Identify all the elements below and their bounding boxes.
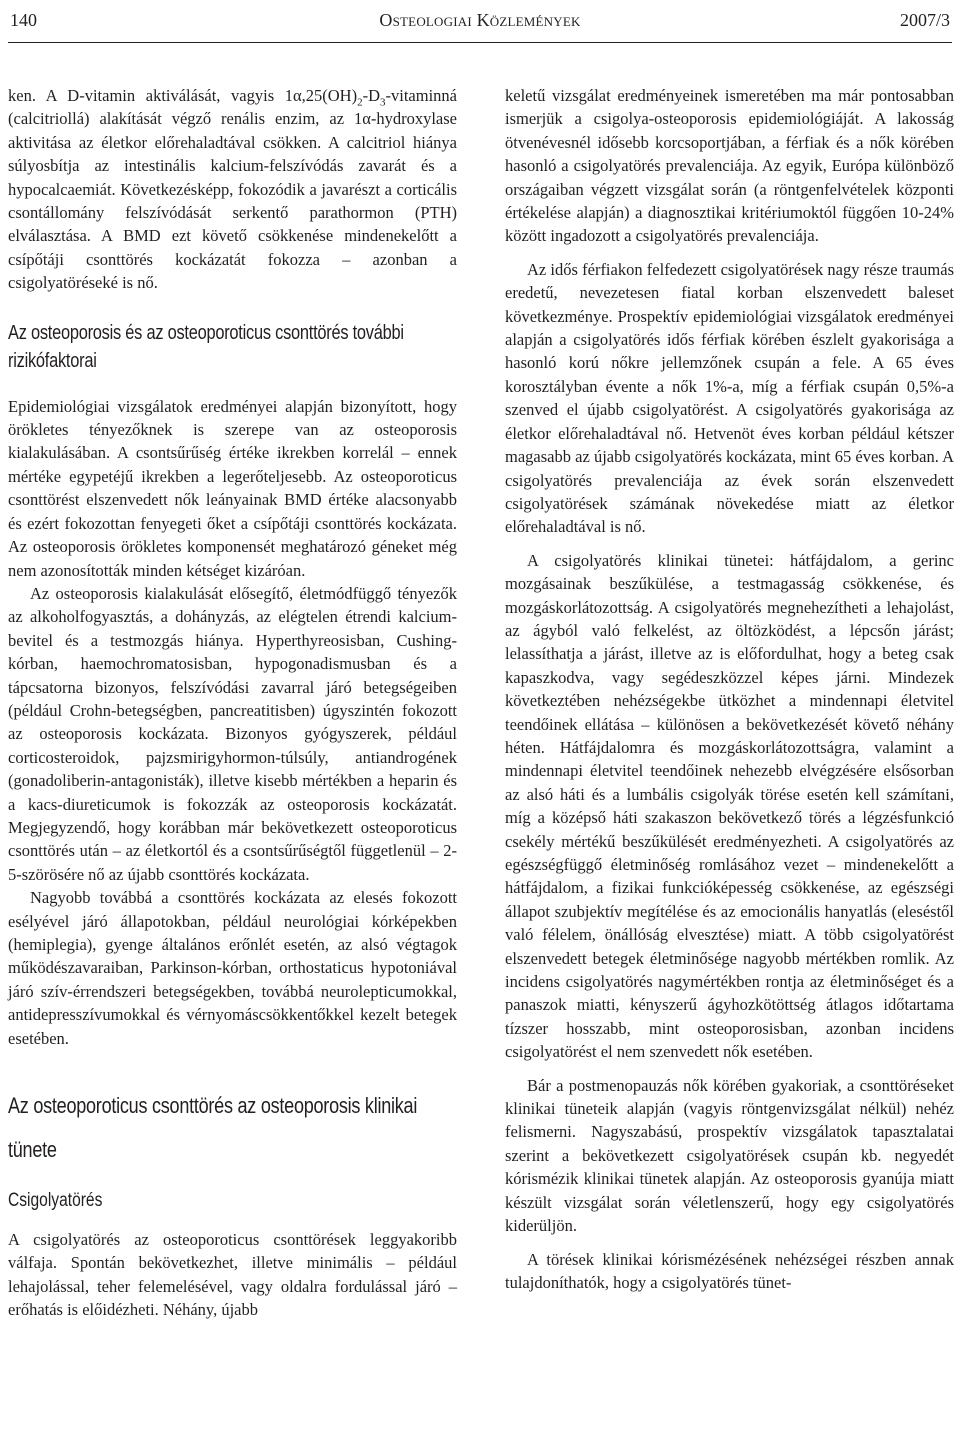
paragraph: ken. A D-vitamin aktiválását, vagyis $1\alpha,25(OH)_2-D_3$-vitaminná (calcitriollá) alakítását végző renális enzim, az 1α-hydroxylase aktivitása az életkor előrehaladtával csökken. A calcitriol hiánya súlyosbítja az intestinális kalcium-felszívódás zavarát és a hypocalcaemiát. Következésképp, fokozódik a javarészt a corticális csontállomány felszívódását serkentő parathormon (PTH) elválasztása. A BMD ezt követő csökkenése mindenekelőtt a csípőtáji csonttörés kockázatát fokozza – azonban a csigolyatöréseké is nő. — [8, 86, 457, 293]
paragraph: Epidemiológiai vizsgálatok eredményei alapján bizonyított, hogy örökletes tényezőknek is szerepe van az osteoporosis kialakulásában. A csontsűrűség értéke ikrekben korrelál – ennek mértéke egypetéjű ikrekben a legerőteljesebb. Az osteoporoticus csonttörést elszenvedett nők leányainak BMD értéke alacsonyabb és ezért fokozottan fenyegeti őket a csípőtáji csonttörés kockázata. Az osteoporosis örökletes komponensét meghatározó géneket még nem azonosították minden kétséget kizáróan. — [8, 396, 457, 580]
journal-title: Osteologiai Közlemények — [379, 10, 581, 30]
paragraph: A csigolyatörés az osteoporoticus csonttörések leggyakoribb válfaja. Spontán bekövetkezhet, illetve minimális – például lehajolással, teher felemelésével, vagy oldalra fordulással járó – erőhatás is előidézheti. Néhány, újabb — [8, 1230, 457, 1320]
paragraph: Az osteoporosis kialakulását elősegítő, életmódfüggő tényezők az alkoholfogyasztás, a dohányzás, az elégtelen étrendi kalcium-bevitel és a testmozgás hiánya. Hyperthyreosisban, Cushing-kórban, haemochromatosisban, hypogonadismusban és a tápcsatorna bizonyos, felszívódási zavarral járó betegségeiben (például Crohn-betegségben, pancreatitisben) úgyszintén fokozott az osteoporosis kockázata. Bizonyos gyógyszerek, például corticosteroidok, pajzsmirigyhormon-túlsúly, antiandrogének (gonadoliberin-antagonisták), illetve kisebb mértékben a heparin és a kacs-diureticumok is fokozzák az osteoporosis kockázatát. Megjegyzendő, hogy korábban már bekövetkezett osteoporoticus csonttörés után – az életkortól és a csontsűrűségtől függetlenül – 2-5-szörösére nő az újabb csonttörés kockázata. — [8, 583, 457, 884]
subsection-heading: Csigolyatörés — [8, 1190, 103, 1212]
right-column — [505, 84, 954, 1294]
paragraph: Az idős férfiakon felfedezett csigolyatörések nagy része traumás eredetű, nevezetesen fiatal korban elszenvedett baleset következménye. Prospektív epidemiológiai vizsgálatok eredményei alapján a csigolyatörés idős férfiak körében észlelt gyakorisága a hasonló korú nőkre jellemzőnek csupán a fele. A 65 éves korosztályban évente a nők 1%-a, míg a férfiak csupán 0,5%-a szenved el újabb csigolyatörést. A csigolyatörés gyakorisága az életkor előrehaladtával nő. Hetvenöt éves korban például kétszer magasabb az újabb csigolyatörés kockázata, mint 65 éves korban. A csigolyatörés prevalenciája az évek során elszenvedett csigolyatörések számának növekedése miatt az életkor előrehaladtával is nő. — [505, 259, 954, 537]
paragraph: keletű vizsgálat eredményeinek ismeretében ma már pontosabban ismerjük a csigolya-osteoporosis epidemiológiáját. A lakosság ötvenévesnél idősebb korcsoportjában, a férfiak és a nők körében hasonló a csigolyatörés prevalenciája. Az egyik, Európa különböző országaiban végzett vizsgálat során (a röntgenfelvételek központi értékelése alapján) a diagnosztikai kritériumoktól függően 10-24% között ingadozott a csigolyatörés prevalenciája. — [505, 86, 954, 246]
paragraph: A csigolyatörés klinikai tünetei: hátfájdalom, a gerinc mozgásainak beszűkülése, a testmagasság csökkenése, és mozgáskorlátozottság. A csigolyatörés megnehezítheti a lehajolást, az ágyból való felkelést, az öltözködést, a lépcsőn járást; lelassíthatja a járást, illetve az is előfordulhat, hogy a beteg csak kapaszkodva, vagy segédeszközzel képes járni. Mindezek következtében nehézségekbe ütközhet a mindennapi életvitel teendőinek ellátása – különösen a bekövetkezését követő néhány héten. Hátfájdalomra és mozgáskorlátozottságra, valamint a mindennapi életvitel teendőinek nehezebb elvégzésére elsősorban az alsó háti és a lumbális csigolyák törése esetén kell számítani, míg a középső háti szakaszon bekövetkező törés a légzésfunkció csekély mértékű beszűkülését eredményezheti. A csigolyatörés az egészségfüggő életminőség romlásához vezet – mindenekelőtt a hátfájdalom, a fizikai funkcióképesség csökkenése, az egészségi állapot szubjektív megítélése és az emocionális hanyatlás (eleséstől való félelem, önállóság elvesztése) miatt. A több csigolyatörést elszenvedett betegek életminősége nagyobb mértékben romlik. Az incidens csigolyatörés nagymértékben rontja az életminőséget és a panaszok miatti, kényszerű ágyhozkötöttség átlagos időtartama tízszer hosszabb, mint osteoporosisban, azonban incidens csigolyatörést el nem szenvedett nők esetében. — [505, 550, 954, 1062]
issue-number: 2007/3 — [899, 10, 950, 30]
left-column — [8, 84, 457, 1322]
paragraph: A törések klinikai kórismézésének nehézségei részben annak tulajdoníthatók, hogy a csigolyatörés tünet- — [505, 1249, 954, 1292]
header-rule — [8, 42, 952, 43]
paragraph: Nagyobb továbbá a csonttörés kockázata az elesés fokozott esélyével járó állapotokban, például neurológiai kórképekben (hemiplegia), gyenge általános erőnlét esetén, az alsó végtagok működészavaraiban, Parkinson-kórban, orthostaticus hypotoniával járó szív-érrendszeri betegségekben, továbbá neurolepticumokkal, antidepresszívumokkal és vérnyomáscsökkentőkkel kezelt betegek esetében. — [8, 888, 457, 1048]
section-title: Az osteoporoticus csonttörés az osteoporosis klinikai tünete — [8, 1093, 418, 1163]
paragraph: Bár a postmenopauzás nők körében gyakoriak, a csonttöréseket klinikai tüneteik alapján (vagyis röntgenvizsgálat nélkül) nehéz felismerni. Nagyszabású, prospektív vizsgálatok tapasztalatai szerint a bekövetkezett csigolyatörések csupán kb. negyedét kórismézik klinikai tünetek alapján. Az osteoporosis gyanúja miatt készült vizsgálat során véletlenszerű, hogy egy csigolyatörés kiderüljön. — [505, 1075, 954, 1236]
section-heading: Az osteoporosis és az osteoporoticus csonttörés további rizikófaktorai — [8, 321, 404, 372]
page-number: 140 — [10, 10, 37, 30]
page-header — [0, 0, 960, 44]
